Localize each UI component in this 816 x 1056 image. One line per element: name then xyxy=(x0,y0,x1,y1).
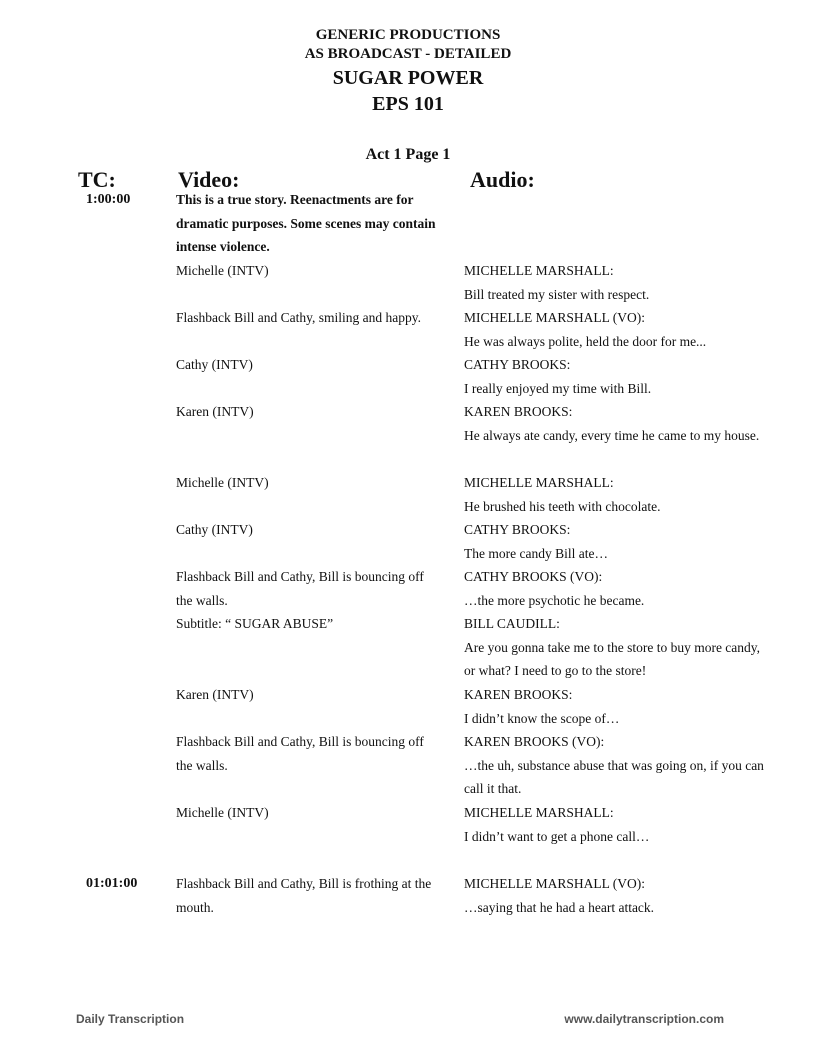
audio-line: He brushed his teeth with chocolate. xyxy=(464,498,661,514)
speaker-name: BILL CAUDILL: xyxy=(464,616,560,631)
audio-line: He was always polite, held the door for me... xyxy=(464,333,707,349)
audio-column-header: Audio: xyxy=(470,167,535,192)
video-description: Flashback Bill and Cathy, smiling and happy. xyxy=(176,310,421,325)
video-description: Flashback Bill and Cathy, Bill is bouncing off the walls. xyxy=(176,734,424,773)
audio-cell xyxy=(464,306,764,353)
audio-line: He always ate candy, every time he came to my house. xyxy=(464,427,760,443)
footer-company: Daily Transcription xyxy=(76,1012,185,1026)
episode-number: EPS 101 xyxy=(372,93,444,115)
audio-line: …saying that he had a heart attack. xyxy=(464,899,655,915)
transcript-row xyxy=(0,400,816,471)
speaker-name: KAREN BROOKS: xyxy=(464,687,573,702)
audio-cell xyxy=(464,471,764,518)
audio-cell xyxy=(464,730,764,801)
speaker-name: MICHELLE MARSHALL (VO): xyxy=(464,876,645,891)
audio-cell xyxy=(464,353,764,400)
video-description: Flashback Bill and Cathy, Bill is bouncing off the walls. xyxy=(176,569,424,608)
transcript-row xyxy=(0,872,816,922)
speaker-name: KAREN BROOKS: xyxy=(464,404,573,419)
audio-cell xyxy=(464,612,764,683)
audio-cell xyxy=(464,872,764,919)
audio-line: Are you gonna take me to the store to buy more candy, or what? I need to go to the store! xyxy=(464,639,761,679)
transcript-row xyxy=(0,730,816,801)
act-page-label: Act 1 Page 1 xyxy=(365,146,451,163)
video-description: Karen (INTV) xyxy=(176,687,254,702)
speaker-name: CATHY BROOKS: xyxy=(464,357,571,372)
speaker-name: MICHELLE MARSHALL: xyxy=(464,263,614,278)
document-subtitle: AS BROADCAST - DETAILED xyxy=(304,46,512,62)
audio-cell xyxy=(464,565,764,612)
audio-cell xyxy=(464,259,764,306)
video-description: Michelle (INTV) xyxy=(176,805,269,820)
transcript-row xyxy=(0,612,816,683)
speaker-name: MICHELLE MARSHALL: xyxy=(464,805,614,820)
company-name: GENERIC PRODUCTIONS xyxy=(315,27,501,43)
speaker-name: CATHY BROOKS (VO): xyxy=(464,569,603,584)
speaker-name: MICHELLE MARSHALL (VO): xyxy=(464,310,645,325)
timecode: 01:01:00 xyxy=(86,876,138,891)
video-description: This is a true story. Reenactments are for dramatic purposes. Some scenes may contain intense violence. xyxy=(176,192,436,255)
audio-cell xyxy=(464,683,764,730)
audio-line: I didn’t know the scope of… xyxy=(464,710,620,726)
video-description: Flashback Bill and Cathy, Bill is frothing at the mouth. xyxy=(176,876,432,915)
audio-cell xyxy=(464,801,764,848)
transcript-row xyxy=(0,259,816,306)
video-description: Cathy (INTV) xyxy=(176,357,253,372)
transcript-row xyxy=(0,188,816,259)
transcript-row xyxy=(0,565,816,612)
tc-column-header: TC: xyxy=(78,167,116,192)
timecode: 1:00:00 xyxy=(86,192,131,207)
video-description: Cathy (INTV) xyxy=(176,522,253,537)
transcript-row xyxy=(0,801,816,872)
audio-line: …the uh, substance abuse that was going on, if you can call it that. xyxy=(464,757,764,797)
footer-website: www.dailytranscription.com xyxy=(564,1012,724,1026)
audio-line: The more candy Bill ate… xyxy=(464,545,608,561)
audio-cell xyxy=(464,518,764,565)
transcript-row xyxy=(0,471,816,518)
speaker-name: MICHELLE MARSHALL: xyxy=(464,475,614,490)
video-description: Karen (INTV) xyxy=(176,404,254,419)
video-column-header: Video: xyxy=(178,167,240,192)
audio-line: I really enjoyed my time with Bill. xyxy=(464,380,652,396)
speaker-name: KAREN BROOKS (VO): xyxy=(464,734,605,749)
audio-cell xyxy=(464,400,764,447)
transcript-row xyxy=(0,353,816,400)
video-description: Michelle (INTV) xyxy=(176,263,269,278)
audio-line: Bill treated my sister with respect. xyxy=(464,286,650,302)
transcript-row xyxy=(0,518,816,565)
video-description: Subtitle: “ SUGAR ABUSE” xyxy=(176,616,334,631)
transcript-row xyxy=(0,683,816,730)
show-title: SUGAR POWER xyxy=(332,67,484,89)
transcript-table xyxy=(0,188,816,922)
audio-line: …the more psychotic he became. xyxy=(464,592,645,608)
audio-line: I didn’t want to get a phone call… xyxy=(464,828,650,844)
video-description: Michelle (INTV) xyxy=(176,475,269,490)
transcript-row xyxy=(0,306,816,353)
speaker-name: CATHY BROOKS: xyxy=(464,522,571,537)
